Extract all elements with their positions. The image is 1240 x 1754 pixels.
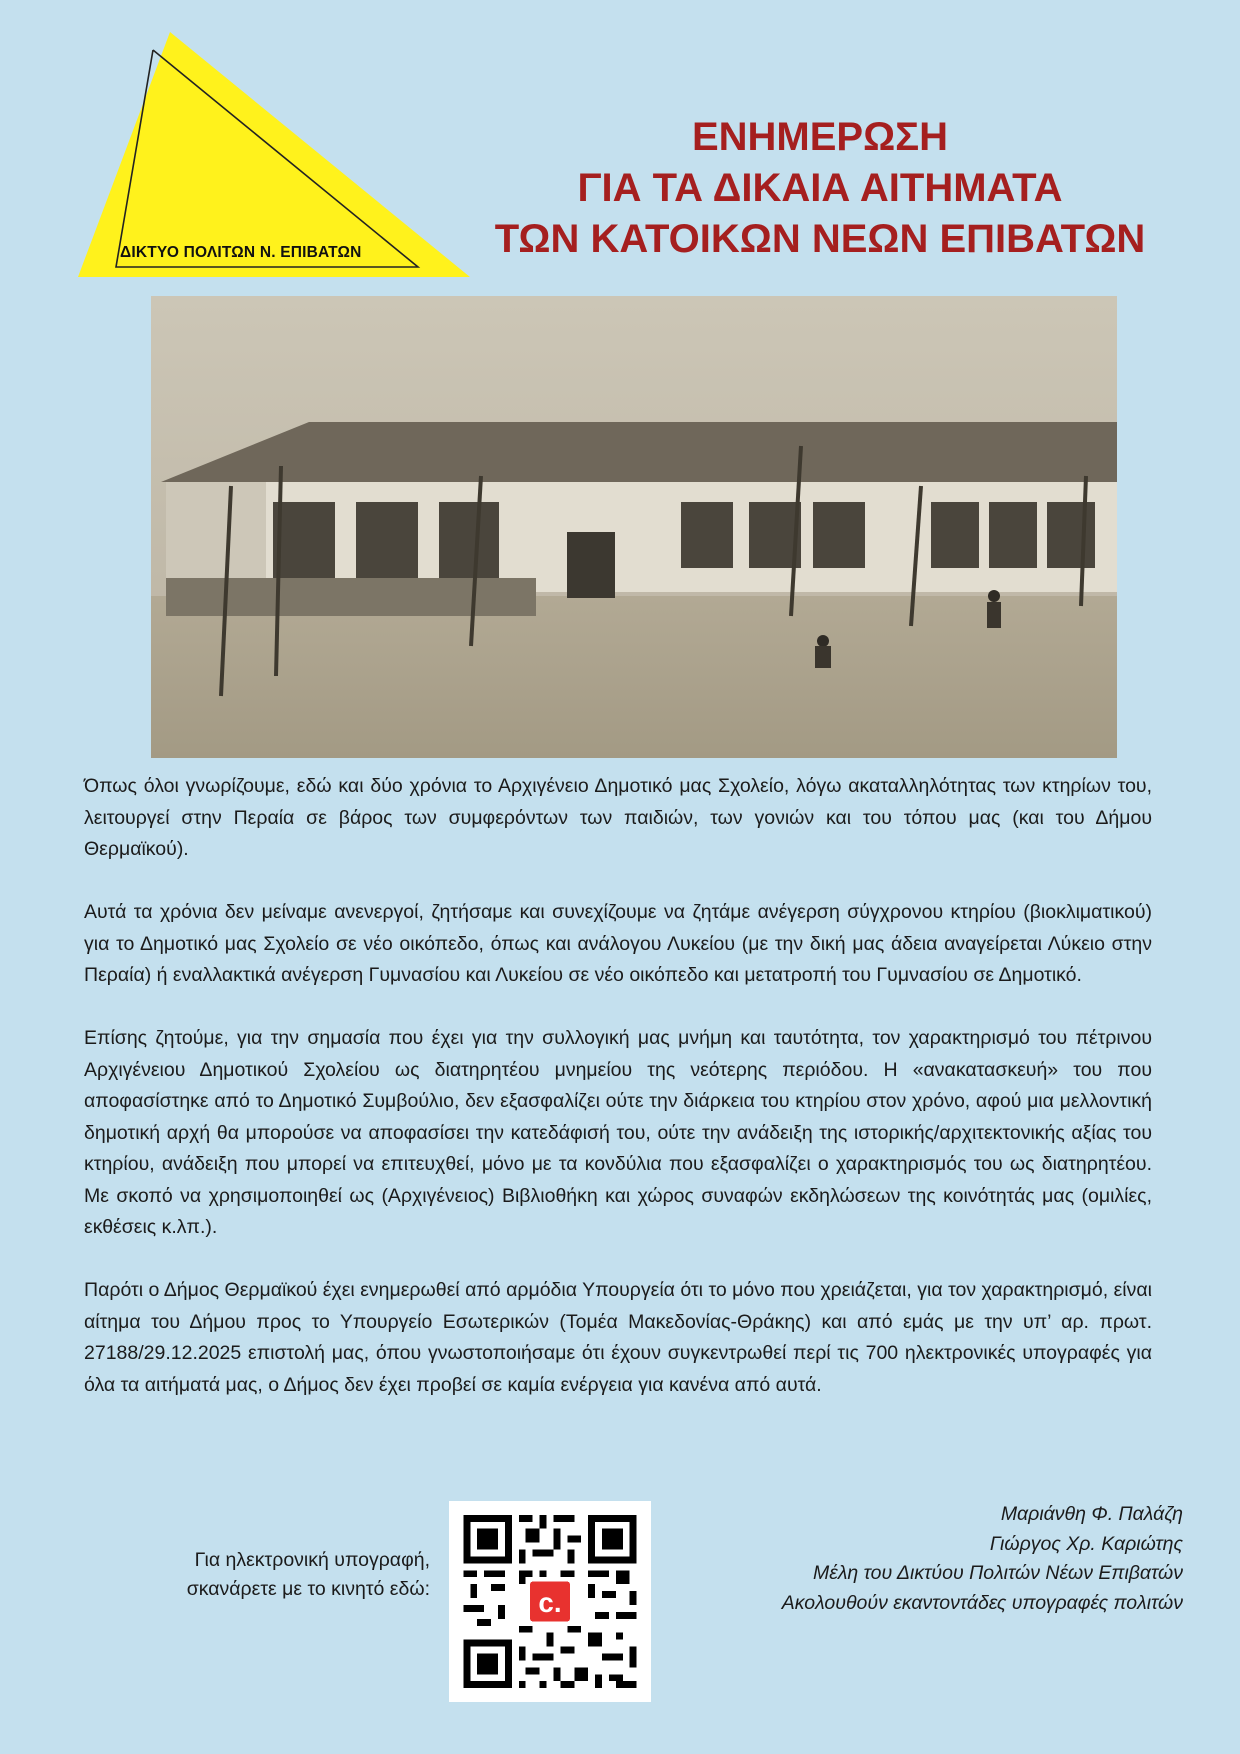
signature-line: Μαριάνθη Φ. Παλάζη [1000,1503,1183,1525]
school-photo-image [151,296,1117,758]
signatures-block [640,1500,1183,1618]
qr-caption-line: Για ηλεκτρονική υπογραφή, [194,1549,430,1571]
signature-line: Γιώργος Χρ. Καριώτης [989,1532,1183,1555]
page-headline [465,112,1175,265]
qr-caption [120,1546,430,1604]
article-body [84,771,1152,1433]
signature-line: Ακολουθούν εκαντοντάδες υπογραφές πολιτών [781,1591,1183,1614]
qr-code-icon[interactable] [449,1501,651,1702]
paragraph: Όπως όλοι γνωρίζουμε, εδώ και δύο χρόνια το Αρχιγένειο Δημοτικό μας Σχολείο, λόγω ακαταλληλότητας των κτηρίων του, λειτουργεί στην Περαία σε βάρος των συμφερόντων των παιδιών, των γονιών και του τόπου μας (και του Δήμου Θερμαϊκού). [84,775,1152,860]
headline-line: ΓΙΑ ΤΑ ΔΙΚΑΙΑ ΑΙΤΗΜΑΤΑ [577,166,1063,210]
paragraph: Αυτά τα χρόνια δεν μείναμε ανενεργοί, ζητήσαμε και συνεχίζουμε να ζητάμε ανέγερση σύγχρονου κτηρίου (βιοκλιματικού) για το Δημοτικό μας Σχολείο σε νέο οικόπεδο, όπως και ανάλογου Λυκείου (με την δική μας άδεια αναγείρεται Λύκειο στην Περαία) ή εναλλακτικά ανέγερση Γυμνασίου και Λυκείου σε νέο οικόπεδο και μετατροπή του Γυμνασίου σε Δημοτικό. [84,901,1152,986]
headline-line: ΕΝΗΜΕΡΩΣΗ [691,115,949,159]
paragraph: Επίσης ζητούμε, για την σημασία που έχει για την συλλογική μας μνήμη και ταυτότητα, τον χαρακτηρισμό του πέτρινου Αρχιγένειου Δημοτικού Σχολείου ως διατηρητέου μνημείου της νεότερης περιόδου. Η «ανακατασκευή» του που αποφασίστηκε από το Δημοτικό Συμβούλιο, δεν εξασφαλίζει ούτε την διάρκεια του κτηρίου στον χρόνο, αφού μια μελλοντική δημοτική αρχή θα μπορούσε να αποφασίσει την κατεδάφισή του, ούτε την ανάδειξη της ιστορικής/αρχιτεκτονικής αξίας του κτηρίου, ανάδειξη που μπορεί να επιτευχθεί, μόνο με τα κονδύλια που εξασφαλίζει ο χαρακτηρισμός του ως διατηρητέου. Με σκοπό να χρησιμοποιηθεί ως (Αρχιγένειος) Βιβλιοθήκη και χώρος συναφών εκδηλώσεων της κοινότητάς μας (ομιλίες, εκθέσεις κ.λπ.). [84,1027,1152,1238]
paragraph: Παρότι ο Δήμος Θερμαϊκού έχει ενημερωθεί από αρμόδια Υπουργεία ότι το μόνο που χρειάζεται, για τον χαρακτηρισμό, είναι αίτημα του Δήμου προς το Υπουργείο Εσωτερικών (Τομέα Μακεδονίας-Θράκης) και από εμάς με την υπ’ αρ. πρωτ. 27188/29.12.2025 επιστολή μας, όπου γνωστοποιήσαμε ότι έχουν συγκεντρωθεί περί τις 700 ηλεκτρονικές υπογραφές για όλα τα αιτήματά μας, ο Δήμος δεν έχει προβεί σε καμία ενέργεια για κανένα από αυτά. [84,1279,1152,1396]
school-building-photo [151,296,1117,758]
signature-qr-code[interactable] [449,1501,651,1702]
logo-triangle-fill [78,32,470,277]
signature-line: Μέλη του Δικτύου Πολιτών Νέων Επιβατών [813,1562,1183,1584]
organization-logo [78,32,470,277]
qr-caption-line: σκανάρετε με το κινητό εδώ: [186,1578,430,1600]
logo-text: ΔΙΚΤΥΟ ΠΟΛΙΤΩΝ Ν. ΕΠΙΒΑΤΩΝ [120,244,362,261]
headline-line: ΤΩΝ ΚΑΤΟΙΚΩΝ ΝΕΩΝ ΕΠΙΒΑΤΩΝ [494,217,1146,261]
yellow-triangle-logo-icon [78,32,470,277]
qr-center-glyph: c. [538,1586,562,1618]
